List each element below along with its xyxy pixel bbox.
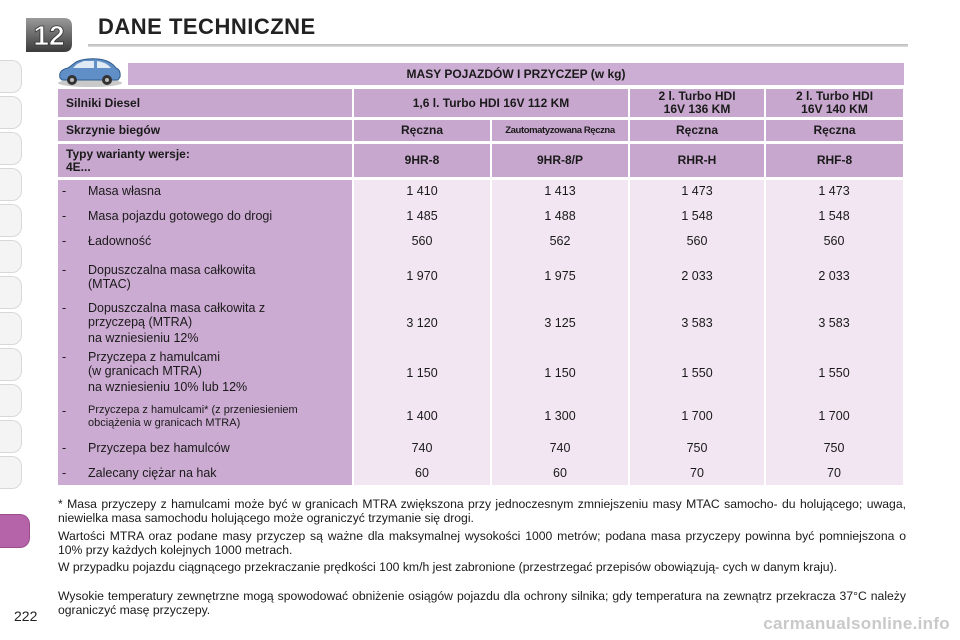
table-cell: 750 [823,441,845,455]
row-label-text: obciążenia w granicach MTRA) [88,417,241,429]
engine-2l-136 [630,89,764,117]
table-cell: 70 [827,466,841,480]
table-cell: 1 975 [544,269,576,283]
types-label-line1: Typy warianty wersje: [66,146,190,161]
row-dash: - [62,263,67,277]
note-paragraph: W przypadku pojazdu ciągnącego przekraczanie prędkości 100 km/h jest zabronione (przestrzegać przepisów obowiązują- cych w danym kraju). [58,560,838,574]
row-dash: - [62,441,67,455]
table-cell: 1 700 [818,409,850,423]
row-label-text: Przyczepa z hamulcami* (z przeniesieniem [88,404,298,416]
row-dash: - [62,234,67,248]
table-cell: 1 700 [681,409,713,423]
row-label-text: (MTAC) [88,277,131,291]
engine-16-hdi: 1,6 l. Turbo HDI 16V 112 KM [354,89,628,117]
table-cell: 1 150 [544,366,576,380]
table-cell: 1 485 [406,209,438,223]
gearbox-value: Ręczna [354,120,490,141]
chapter-number: 12 [33,20,65,51]
watermark: carmanualsonline.info [763,614,950,633]
gearbox-label: Skrzynie biegów [58,120,352,141]
engines-label: Silniki Diesel [58,89,352,117]
table-cell: 3 125 [544,316,576,330]
table-cell: 560 [823,234,845,248]
table-cell: 560 [411,234,433,248]
table-cell: 3 583 [681,316,713,330]
chapter-tab[interactable] [0,240,22,273]
table-cell: 3 583 [818,316,850,330]
table-cell: 1 400 [406,409,438,423]
table-cell: 60 [415,466,429,480]
table-cell: 1 300 [544,409,576,423]
gearbox-value: Ręczna [766,120,903,141]
table-cell: 1 548 [681,209,713,223]
row-label-text: Ładowność [88,234,152,248]
engine-2l-140-line2: 16V 140 KM [801,102,868,116]
gearbox-value: Zautomatyzowana Ręczna [492,120,628,141]
table-cell: 70 [690,466,704,480]
type-code: RHF-8 [766,144,903,177]
table-cell: 562 [549,234,571,248]
table-cell: 740 [411,441,433,455]
gearbox-value: Ręczna [630,120,764,141]
chapter-tab[interactable] [0,348,22,381]
table-cell: 1 488 [544,209,576,223]
row-label-text: (w granicach MTRA) [88,364,202,378]
footnote-asterisk: * Masa przyczepy z hamulcami może być w granicach MTRA zwiększona przy jednoczesnym zmniejszeniu masy MTAC samocho- du holującego; uwaga, niewielka masa samochodu holującego może ograniczyć trzymanie się drogi. [58,497,906,525]
chapter-tab[interactable] [0,60,22,93]
chapter-tab[interactable] [0,384,22,417]
engine-2l-140 [766,89,903,117]
table-cell: 560 [686,234,708,248]
row-label-text: przyczepą (MTRA) [88,315,193,329]
row-dash: - [62,301,67,315]
page-number: 222 [14,608,38,624]
row-dash: - [62,350,67,364]
table-cell: 1 970 [406,269,438,283]
chapter-tab[interactable] [0,132,22,165]
title-rule [88,44,908,47]
car-icon [54,56,124,88]
row-label-text: Masa własna [88,184,161,198]
note-paragraph: Wysokie temperatury zewnętrzne mogą spowodować obniżenie osiągów pojazdu dla ochrony silnika; gdy temperatura na zewnątrz przekracza 37°C należy ograniczyć masę przyczepy. [58,589,906,617]
table-title: MASY POJAZDÓW I PRZYCZEP (w kg) [128,63,904,85]
row-label-text: Przyczepa z hamulcami [88,350,220,364]
chapter-tab-active[interactable] [0,514,30,548]
table-cell: 1 550 [818,366,850,380]
chapter-tab[interactable] [0,168,22,201]
types-label [58,144,352,177]
chapter-tab[interactable] [0,96,22,129]
engine-2l-136-line1: 2 l. Turbo HDI [658,89,736,103]
type-code: 9HR-8 [354,144,490,177]
row-label-text: Dopuszczalna masa całkowita z [88,301,266,315]
row-label-text: Przyczepa bez hamulców [88,441,230,455]
page-title: DANE TECHNICZNE [98,14,316,39]
row-dash: - [62,404,67,418]
engine-2l-136-line2: 16V 136 KM [663,102,731,116]
note-paragraph: Wartości MTRA oraz podane masy przyczep są ważne dla maksymalnej wysokości 1000 metrów; podana masa przyczepy powinna być pomniejszona o 10% przy każdych kolejnych 1000 metrach. [58,529,906,557]
table-cell: 2 033 [818,269,850,283]
values-column [492,180,628,485]
values-column [630,180,764,485]
row-dash: - [62,209,67,223]
table-cell: 2 033 [681,269,713,283]
chapter-tab[interactable] [0,276,22,309]
chapter-number-badge [20,14,78,54]
chapter-tab[interactable] [0,456,22,489]
row-dash: - [62,184,67,198]
values-column [354,180,490,485]
row-dash: - [62,466,67,480]
chapter-tab[interactable] [0,312,22,345]
chapter-tab[interactable] [0,420,22,453]
table-cell: 750 [686,441,708,455]
row-label-text: na wzniesieniu 10% lub 12% [88,380,248,394]
table-cell: 740 [549,441,571,455]
table-cell: 60 [553,466,567,480]
row-label-text: na wzniesieniu 12% [88,331,199,345]
table-cell: 1 550 [681,366,713,380]
row-label-text: Zalecany ciężar na hak [88,466,217,480]
table-cell: 1 548 [818,209,850,223]
type-code: RHR-H [630,144,764,177]
table-cell: 1 473 [818,184,850,198]
table-cell: 1 150 [406,366,438,380]
type-code: 9HR-8/P [492,144,628,177]
table-cell: 1 410 [406,184,438,198]
table-cell: 1 413 [544,184,576,198]
row-label-text: Masa pojazdu gotowego do drogi [88,209,273,223]
table-cell: 1 473 [681,184,713,198]
types-label-line2: 4E... [66,159,91,174]
engine-2l-140-line1: 2 l. Turbo HDI [795,89,874,103]
chapter-tab[interactable] [0,204,22,237]
table-cell: 3 120 [406,316,438,330]
row-label-text: Dopuszczalna masa całkowita [88,263,256,277]
values-column [766,180,903,485]
